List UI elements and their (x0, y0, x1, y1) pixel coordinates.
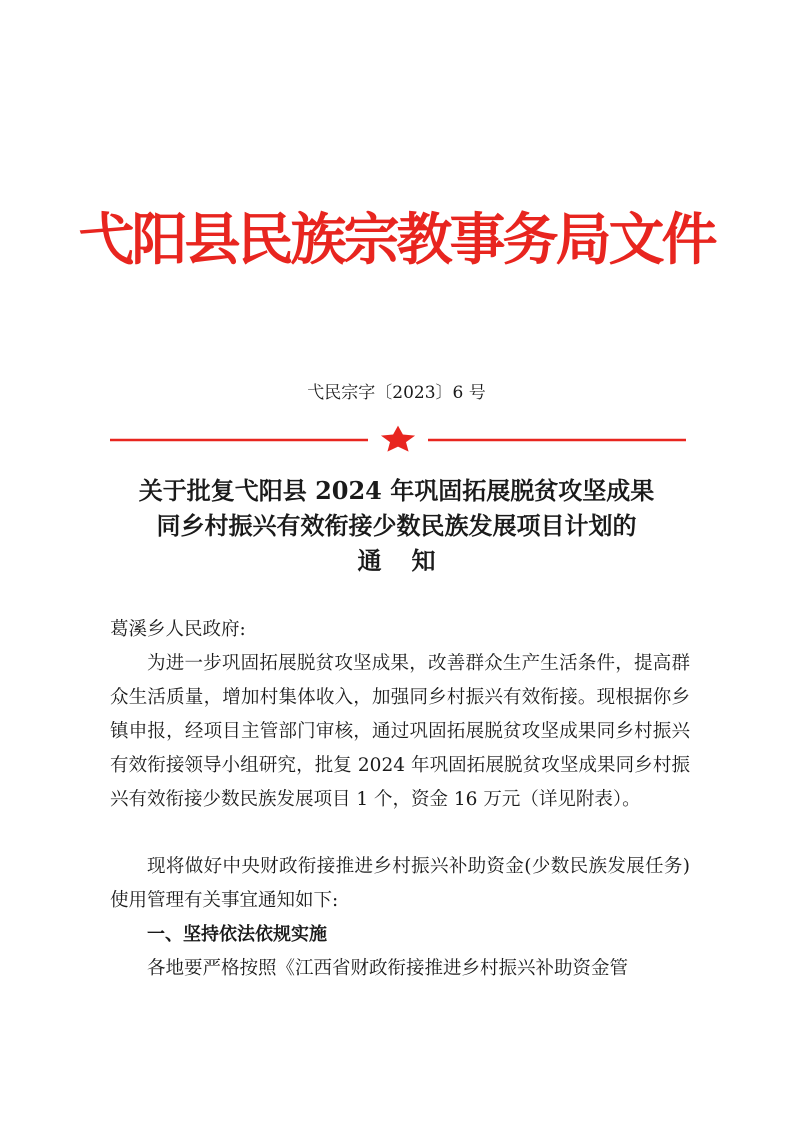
paragraph-1: 为进一步巩固拓展脱贫攻坚成果，改善群众生产生活条件，提高群众生活质量，增加村集体收入，加强同乡村振兴有效衔接。现根据你乡镇申报，经项目主管部门审核，通过巩固拓展脱贫攻坚成果同乡村振兴有效衔接领导小组研究，批复 2024 年巩固拓展脱贫攻坚成果同乡村振兴有效衔接少数民族发展项目 1 个，资金 16 万元（详见附表）。 (110, 653, 690, 810)
red-star-divider (110, 424, 686, 452)
title-line-3: 通知 (357, 546, 466, 575)
section-heading-1: 一、坚持依法依规实施 (147, 924, 327, 945)
document-title (0, 473, 793, 578)
paragraph-2: 现将做好中央财政衔接推进乡村振兴补助资金(少数民族发展任务)使用管理有关事宜通知如下: (110, 856, 690, 911)
title-line-2: 同乡村振兴有效衔接少数民族发展项目计划的 (156, 511, 637, 540)
document-masthead: 弋阳县民族宗教事务局文件 (78, 207, 715, 273)
salutation: 葛溪乡人民政府: (110, 619, 246, 640)
title-line-1: 关于批复弋阳县 2024 年巩固拓展脱贫攻坚成果 (138, 476, 655, 505)
paragraph-3: 各地要严格按照《江西省财政衔接推进乡村振兴补助资金管 (147, 958, 629, 979)
red-star-icon (381, 426, 415, 452)
document-number: 弋民宗字〔2023〕6 号 (307, 383, 486, 403)
